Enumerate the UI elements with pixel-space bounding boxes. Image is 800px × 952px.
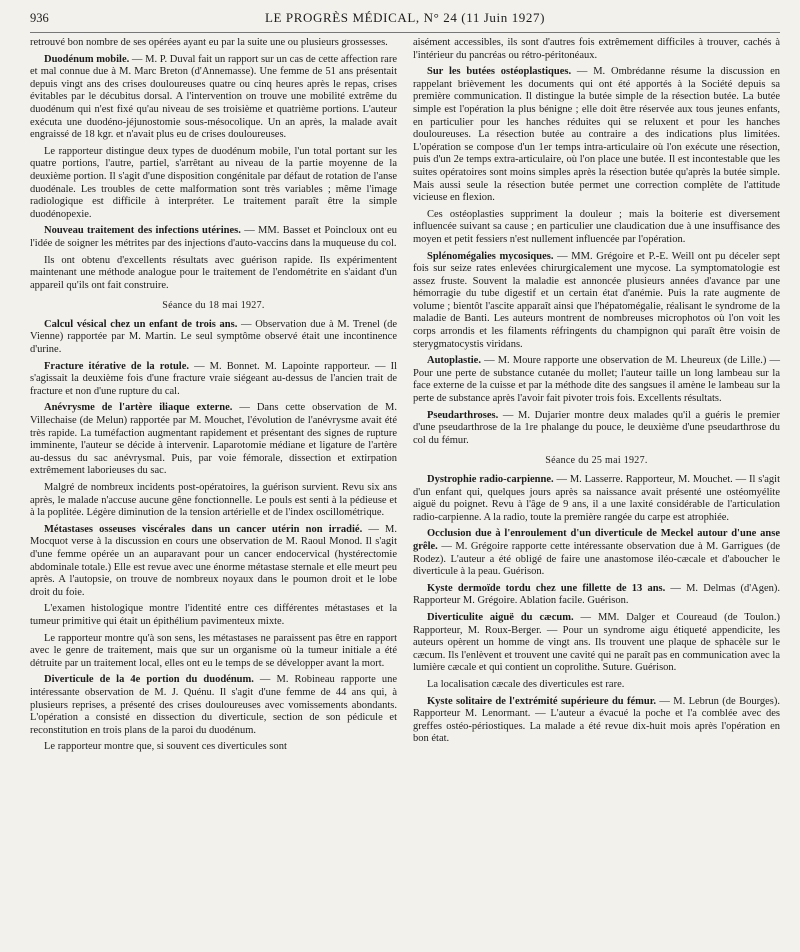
body-text: Ces ostéoplasties suppriment la douleur ; mais la boiterie est diversement influencée suivant sa cause ; en particulier une claudication due à une insuffisance des moyen et petit fessiers n'est nullement influencée par l'opération.: [413, 208, 780, 245]
article-heading: Autoplastie.: [427, 355, 481, 367]
body-text: Ils ont obtenu d'excellents résultats avec guérison rapide. Ils expérimentent maintenant une méthode analogue pour le traitement de l'endométrite en s'aidant d'un appareil qu'ils ont fait construire.: [30, 254, 397, 291]
paragraph: [413, 209, 780, 247]
page-number: 936: [30, 11, 49, 25]
body-text: — M. Grégoire rapporte cette intéressante observation due à M. Garrigues (de Rodez). L'auteur a été obligé de faire une anastomose iléo-cæcale et d'aboucher le diverticule à la peau. Guérison.: [413, 540, 780, 578]
running-header: [30, 10, 780, 33]
session-heading: Séance du 25 mai 1927.: [545, 455, 648, 467]
article-heading: Diverticule de la 4e portion du duodénum.: [44, 674, 254, 686]
journal-title: LE PROGRÈS MÉDICAL, N° 24 (11 Juin 1927): [264, 10, 546, 25]
body-text: — Dans cette observation de M. Villechaise (de Melun) rapportée par M. Mouchet, l'évolution de l'anévrysme avait été très rapide. La tuméfaction augmentant rapidement et présentant des signes de rupture imminente, l'auteur se décide à intervenir. Laparotomie médiane et ligature de l'artère au-dessus du sac anévrysmal. Puis, par voie fémorale, dissection et extirpation extrêmement laborieuses du sac.: [30, 402, 397, 477]
article-splenomegalies: [413, 251, 780, 352]
article-heading: Calcul vésical chez un enfant de trois ans.: [44, 318, 238, 330]
article-dystrophie: [413, 474, 780, 524]
body-text: — MM. Basset et Poincloux ont eu l'idée de soigner les métrites par des injections d'auto-vaccins dans la muqueuse du col.: [30, 225, 398, 249]
body-text: — M. Lebrun (de Bourges). Rapporteur M. Lenormant. — L'auteur a évacué la poche et l'a comblée avec des greffes ostéo-périostiques. La malade a été revue dix-huit mois après l'opération en bon état.: [413, 695, 780, 745]
paragraph: [413, 37, 780, 62]
article-kyste-solitaire: [413, 696, 780, 746]
paragraph: [30, 37, 397, 50]
paragraph: [413, 679, 780, 692]
article-heading: Sur les butées ostéoplastiques.: [427, 66, 572, 78]
article-butees: [413, 66, 780, 205]
body-text: — M. Moure rapporte une observation de M. Lheureux (de Lille.) — Pour une perte de substance cutanée du mollet; l'auteur taille un long lambeau sur la face externe de la cuisse et par la méthode dite des sangsues il amène le lambeau sur la perte de substance après l'avoir fait pivoter trois fois. Excellents résultats.: [413, 355, 780, 405]
article-occlusion: [413, 528, 780, 578]
body-text: — M. Bonnet. M. Lapointe rapporteur. — Il s'agissait la deuxième fois d'une fracture vraie siégeant au-dessus de l'ancien trait de fracture et non d'une rupture du cal.: [30, 360, 397, 397]
paragraph: [30, 146, 397, 222]
body-text: aisément accessibles, ils sont d'autres fois extrêmement difficiles à trouver, cachés à l'intérieur du pancréas ou rétro-péritonéaux.: [413, 37, 780, 61]
body-text: — MM. Grégoire et P.-E. Weill ont pu déceler sept fois sur seize rates enlevées chirurgicalement une mycose. La symptomatologie est assez fruste. Souvent la maladie est annoncée plusieurs années d'avance par une hémorragie du tube digestif et un certain état d'anémie. Puis la rate augmente de volume ; bientôt l'ascite apparaît ainsi que l'hépatomégalie, réalisant le syndrome de la maladie de Banti. Les auteurs montrent de nombreuses microphotos où l'on voit les corps arrondis et les filaments réfringents du champignon qui paraît être voisin de sterygmatocystis viridans.: [413, 250, 780, 350]
article-diverticulite: [413, 612, 780, 675]
paragraph: [30, 603, 397, 628]
body-text: Le rapporteur montre que, si souvent ces diverticules sont: [44, 741, 287, 753]
left-column: [30, 37, 397, 758]
article-fracture-rotule: [30, 361, 397, 399]
article-heading: Kyste solitaire de l'extrémité supérieure du fémur.: [427, 695, 657, 707]
article-infections-uterines: [30, 225, 397, 250]
body-text: — M. Ombrédanne résume la discussion en rappelant brièvement les documents qui ont été apportés à la Société depuis sa première communication. Il distingue la butée simple de la résection butée. La butée simple est l'opération la plus bénigne ; elle doit être réservée aux tous jeunes enfants, en particulier pour les hanches réduites qui se reluxent et pour les hanches douloureuses. La résection butée au contraire a des indications plus limitées. L'opération se compose d'un 1er temps intra-articulaire où l'on exécute une résection, puis d'un 2e temps extra-articulaire, où l'on place une butée. Il est incontestable que les suites opératoires sont moins simples après la résection butée qu'après la butée simple. Mais aussi seule la résection butée permet une correction complète de l'attitude vicieuse en flexion.: [413, 66, 780, 204]
body-text: — Observation due à M. Trenel (de Vienne) rapportée par M. Martin. Le seul symptôme observé était une incontinence d'urine.: [30, 318, 397, 356]
paragraph: [30, 482, 397, 520]
paragraph: [30, 255, 397, 293]
article-heading: Pseudarthroses.: [427, 409, 499, 421]
article-diverticule-duodenum: [30, 674, 397, 737]
body-text: — M. Dujarier montre deux malades qu'il a guéris le premier d'une pseudarthrose de la 1re phalange du pouce, le deuxième d'une pseudarthrose du col du fémur.: [413, 409, 780, 446]
article-metastases: [30, 524, 397, 600]
article-heading: Occlusion due à l'enroulement d'un diverticule de Meckel autour d'une anse grêle.: [413, 528, 780, 552]
article-heading: Kyste dermoïde tordu chez une fillette de 13 ans.: [427, 582, 666, 594]
article-heading: Duodénum mobile.: [44, 53, 130, 65]
body-text: — M. Lasserre. Rapporteur, M. Mouchet. — Il s'agit d'un enfant qui, quelques jours après sa naissance avait présenté une ostéomyélite aiguë du poignet. Revu à l'âge de 9 ans, il a une laxité considérable de l'articulation radio-carpienne. A la radio, toute la première rangée du carpe est atrophiée.: [413, 474, 780, 523]
body-text: — M. Robineau rapporte une intéressante observation de M. J. Quénu. Il s'agit d'une femme de 44 ans qui, à plusieurs reprises, a présenté des crises douloureuses avec vomissements abondants. L'opération a consisté en dissection du diverticule, section de son pédicule et reconstitution en trois plans de la paroi du duodénum.: [30, 674, 397, 736]
body-text: — M. P. Duval fait un rapport sur un cas de cette affection rare et mal connue due à M. Marc Breton (d'Annemasse). Une femme de 51 ans présentait depuis vingt ans des crises douloureuses quatre ou cinq heures après le repas, crises évitables par le décubitus dorsal. A l'intervention on trouve une mobilité extrême du duodénum qui n'est fixé qu'au niveau de ses troisième et quatrième portions. L'auteur exécuta une duodéno-jéjunostomie sous-mésocolique. Un an après, la malade avait engraissé de 18 kgr. et n'avait plus eu de crises douloureuses.: [30, 53, 397, 141]
paragraph: [30, 741, 397, 754]
article-heading: Splénomégalies mycosiques.: [427, 250, 554, 262]
article-heading: Métastases osseuses viscérales dans un cancer utérin non irradié.: [44, 523, 363, 535]
session-heading: Séance du 18 mai 1927.: [162, 300, 265, 312]
body-text: Le rapporteur distingue deux types de duodénum mobile, l'un total portant sur les quatre portions, l'autre, partiel, s'arrêtant au niveau de la partie moyenne de la deuxième portion. Il s'agit d'une disposition congénitale par défaut de rotation de l'anse duodénale. Les troubles de cette malformation sont très variables ; même l'image radiologique est difficile à interpréter. Le traitement paraît être la simple duodénopexie.: [30, 145, 397, 220]
two-columns: [30, 37, 780, 758]
body-text: — MM. Dalger et Coureaud (de Toulon.) Rapporteur, M. Roux-Berger. — Pour un syndrome aigu étiqueté appendicite, les auteurs opèrent un homme de vingt ans. Ils trouvent une plaque de sphacèle sur le cæcum. Ils l'enlèvent et trouvent une cavité qui ne paraît pas en communication avec la lumière cæcale et qui contient un coprolithe. Suture. Guérison.: [413, 611, 781, 674]
body-text: retrouvé bon nombre de ses opérées ayant eu par la suite une ou plusieurs grossesses.: [30, 37, 388, 48]
body-text: La localisation cæcale des diverticules est rare.: [427, 678, 625, 690]
body-text: L'examen histologique montre l'identité entre ces différentes métastases et la tumeur primitive qui était un épithélium pavimenteux mixte.: [30, 603, 397, 627]
article-autoplastie: [413, 355, 780, 405]
paragraph: [30, 633, 397, 671]
article-heading: Diverticulite aiguë du cæcum.: [427, 611, 574, 623]
body-text: — M. Delmas (d'Agen). Rapporteur M. Grégoire. Ablation facile. Guérison.: [413, 582, 780, 607]
body-text: Le rapporteur montre qu'à son sens, les métastases ne paraissent pas être en rapport avec le genre de traitement, mais que sur un organisme où la tumeur initiale a été détruite par un traitement local, elles ont eu le temps de se développer avant la mort.: [30, 632, 397, 669]
article-heading: Fracture itérative de la rotule.: [44, 360, 189, 372]
article-heading: Anévrysme de l'artère iliaque externe.: [44, 402, 233, 414]
article-calcul-vesical: [30, 319, 397, 357]
article-heading: Dystrophie radio-carpienne.: [427, 474, 554, 485]
body-text: — M. Mocquot verse à la discussion en cours une observation de M. Raoul Monod. Il s'agit d'une femme opérée un an auparavant pour un cancer endocervical (hystérectomie abdominale totale.) Elle est revue avec une énorme métastase sternale et elle meurt peu après. A l'autopsie, on trouve de nombreux noyaux dans le poumon droit et le lobe droit du foie.: [30, 523, 398, 598]
body-text: Malgré de nombreux incidents post-opératoires, la guérison survient. Revu six ans après, le malade n'accuse aucune gêne fonctionnelle. Le pouls est senti à la pédieuse et à la poplitée. Légère diminution de la tension artérielle et de l'index oscillométrique.: [30, 482, 397, 519]
article-duodenum-mobile: [30, 54, 397, 142]
article-heading: Nouveau traitement des infections utérines.: [44, 225, 241, 237]
article-anevrysme: [30, 402, 397, 478]
right-column: [413, 37, 780, 758]
article-kyste-dermoide: [413, 583, 780, 608]
article-pseudarthroses: [413, 410, 780, 448]
